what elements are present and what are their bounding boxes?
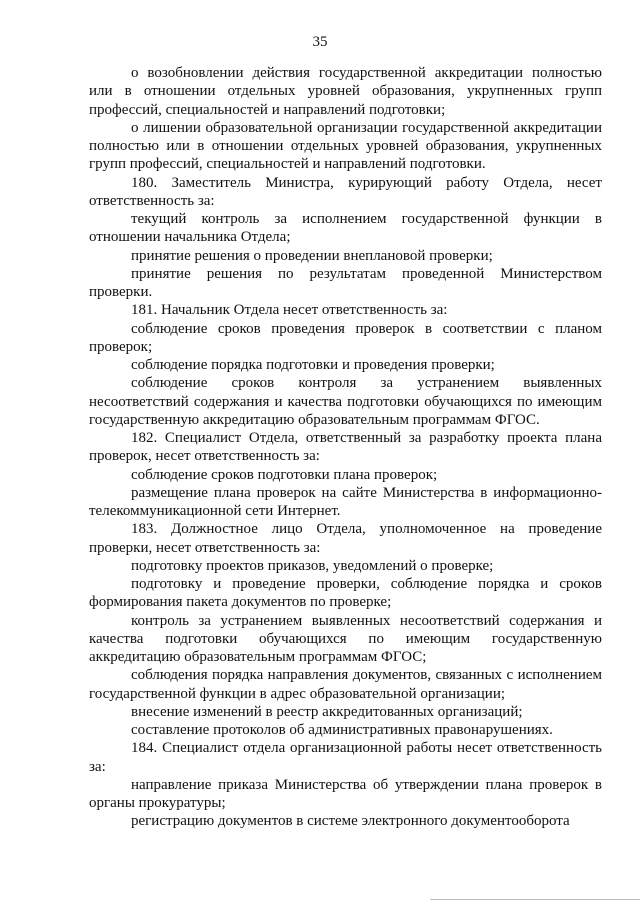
paragraph-182-item-1: соблюдение сроков подготовки плана проверок; [131, 466, 438, 483]
paragraph-182-item-2: размещение плана проверок на сайте Министерства в информационно-телекоммуникационной сети Интернет. [89, 484, 602, 519]
page-number: 35 [312, 34, 328, 50]
scan-edge-line [430, 899, 640, 900]
paragraph-183-item-4: соблюдения порядка направления документов, связанных с исполнением государственной функции в адрес образовательной организации; [89, 667, 602, 702]
paragraph-184: 184. Специалист отдела организационной работы несет ответственность за: [89, 740, 602, 775]
paragraph-184-item-1: направление приказа Министерства об утверждении плана проверок в органы прокуратуры; [89, 776, 602, 811]
paragraph-183-item-1: подготовку проектов приказов, уведомлений о проверке; [131, 557, 494, 574]
paragraph-183: 183. Должностное лицо Отдела, уполномоченное на проведение проверки, несет ответственность за: [89, 521, 602, 556]
paragraph-181: 181. Начальник Отдела несет ответственность за: [131, 302, 448, 319]
paragraph-184-item-2: регистрацию документов в системе электронного документооборота [131, 813, 570, 830]
paragraph-183-item-2: подготовку и проведение проверки, соблюдение порядка и сроков формирования пакета документов по проверке; [89, 576, 602, 611]
paragraph-181-item-3: соблюдение сроков контроля за устранением выявленных несоответствий содержания и качества подготовки обучающихся по имеющим государственную аккредитацию образовательным программам ФГОС. [89, 375, 602, 428]
document-body [89, 64, 602, 831]
paragraph-182: 182. Специалист Отдела, ответственный за разработку проекта плана проверок, несет ответственность за: [89, 430, 602, 465]
paragraph-181-item-2: соблюдение порядка подготовки и проведения проверки; [131, 357, 495, 373]
paragraph-183-item-6: составление протоколов об административных правонарушениях. [131, 722, 553, 738]
paragraph-183-item-3: контроль за устранением выявленных несоответствий содержания и качества подготовки обучающихся по имеющим государственную аккредитацию образовательным программам ФГОС; [89, 612, 602, 665]
paragraph-180-item-2: принятие решения о проведении внеплановой проверки; [131, 247, 493, 264]
paragraph-180: 180. Заместитель Министра, курирующий работу Отдела, несет ответственность за: [89, 174, 602, 209]
paragraph-revocation: о лишении образовательной организации государственной аккредитации полностью или в отношении отдельных уровней образования, укрупненных групп профессий, специальностей и направлений подготовки. [89, 119, 602, 173]
paragraph-180-item-1: текущий контроль за исполнением государственной функции в отношении начальника Отдела; [89, 211, 602, 246]
paragraph-180-item-3: принятие решения по результатам проведенной Министерством проверки. [89, 265, 602, 300]
paragraph-reaccreditation: о возобновлении действия государственной аккредитации полностью или в отношении отдельных уровней образования, укрупненных групп профессий, специальностей и направлений подготовки; [89, 65, 602, 118]
paragraph-181-item-1: соблюдение сроков проведения проверок в соответствии с планом проверок; [89, 320, 602, 355]
paragraph-183-item-5: внесение изменений в реестр аккредитованных организаций; [131, 703, 523, 720]
